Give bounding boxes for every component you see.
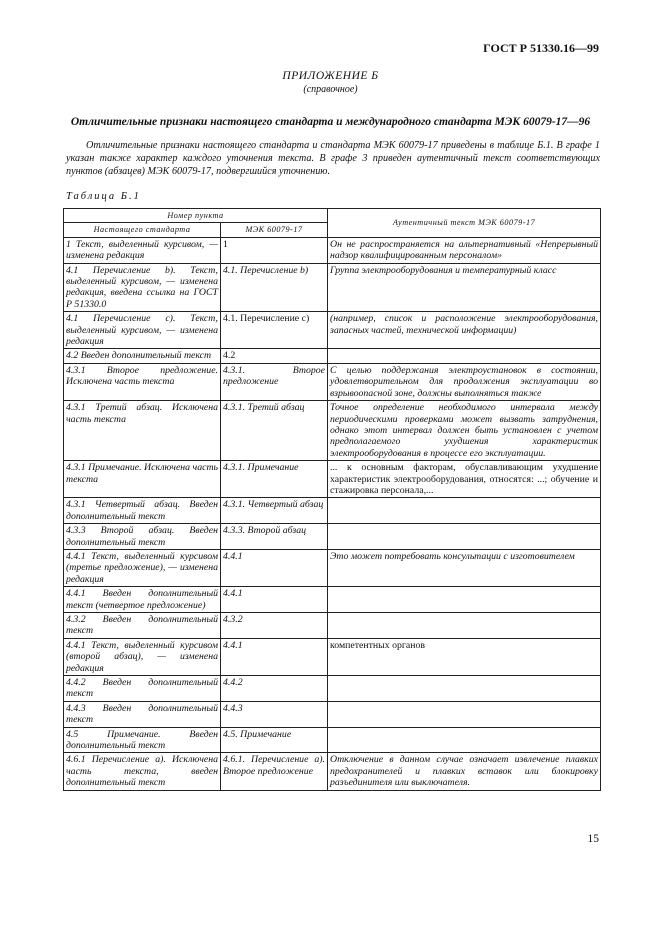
cell-standard-item: 4.3.2 Введен дополнительный текст [64,613,221,639]
table-row [64,312,601,349]
table-row [64,727,601,753]
table-row [64,363,601,400]
cell-iec-item: 4.3.1. Третий абзац [221,401,328,461]
cell-iec-item: 4.6.1. Перечисление а). Второе предложение [221,753,328,790]
table-header-row [64,209,601,223]
cell-authentic-text: ... к основным факторам, обуславливающим ухудшение характеристик электрооборудования, относятся: ...; обучение и стажировка персонала,... [328,461,601,498]
cell-authentic-text: (например, список и расположение электрооборудования, запасных частей, технической информации) [328,312,601,349]
cell-iec-item: 4.3.3. Второй абзац [221,524,328,550]
cell-iec-item: 4.2 [221,349,328,363]
cell-authentic-text [328,613,601,639]
header-iec: МЭК 60079-17 [221,223,328,237]
table-row [64,701,601,727]
intro-paragraph: Отличительные признаки настоящего стандарта и стандарта МЭК 60079-17 приведены в таблице Б.1. В графе 1 указан также характер каждого уточнения текста. В графе 3 приведен аутентичный текст соответствующих пунктов (абзацев) МЭК 60079-17, подвергшийся уточнению. [66,140,600,177]
document-title: Отличительные признаки настоящего стандарта и международного стандарта МЭК 60079-17—96 [70,116,591,128]
cell-standard-item: 4.1 Перечисление с). Текст, выделенный курсивом, — изменена редакция [64,312,221,349]
cell-authentic-text [328,524,601,550]
cell-iec-item: 4.3.1. Примечание [221,461,328,498]
header-authentic-text: Аутентичный текст МЭК 60079-17 [328,209,601,238]
table-row [64,401,601,461]
table-row [64,237,601,263]
cell-standard-item: 1 Текст, выделенный курсивом, — изменена редакция [64,237,221,263]
cell-authentic-text: С целью поддержания электроустановок в состоянии, удовлетворительном для продолжения эксплуатации во взрывоопасной зоне, должны выполняться также [328,363,601,400]
cell-standard-item: 4.3.1 Четвертый абзац. Введен дополнительный текст [64,498,221,524]
table-row [64,498,601,524]
cell-authentic-text: Отключение в данном случае означает извлечение плавких предохранителей и плавких вставок или блокировку разъединителя или выключателя. [328,753,601,790]
table-row [64,349,601,363]
cell-authentic-text: Точное определение необходимого интервала между периодическими проверками может вызвать затруднения, однако этот интервал должен быть установлен с учетом предполагаемого ухудшения характеристик электрооборудования в процессе его эксплуатации. [328,401,601,461]
table-row [64,638,601,675]
cell-authentic-text: Он не распространяется на альтернативный «Непрерывный надзор квалифицированным персоналом» [328,237,601,263]
cell-standard-item: 4.3.3 Второй абзац. Введен дополнительный текст [64,524,221,550]
cell-standard-item: 4.4.2 Введен дополнительный текст [64,676,221,702]
table-row [64,676,601,702]
cell-authentic-text [328,676,601,702]
cell-authentic-text [328,349,601,363]
cell-iec-item: 4.4.1 [221,587,328,613]
cell-authentic-text [328,701,601,727]
cell-iec-item: 4.3.1. Второе предложение [221,363,328,400]
cell-standard-item: 4.3.1 Третий абзац. Исключена часть текста [64,401,221,461]
cell-authentic-text: компетентных органов [328,638,601,675]
table-label: Таблица Б.1 [66,191,141,202]
table-row [64,263,601,312]
header-this-standard: Настоящего стандарта [64,223,221,237]
cell-iec-item: 4.3.1. Четвертый абзац [221,498,328,524]
cell-standard-item: 4.5 Примечание. Введен дополнительный текст [64,727,221,753]
cell-iec-item: 4.4.1 [221,549,328,586]
table-row [64,549,601,586]
cell-authentic-text: Группа электрооборудования и температурный класс [328,263,601,312]
cell-standard-item: 4.4.1 Текст, выделенный курсивом (третье предложение), — изменена редакция [64,549,221,586]
cell-standard-item: 4.6.1 Перечисление а). Исключена часть текста, введен дополнительный текст [64,753,221,790]
cell-standard-item: 4.4.1 Введен дополнительный текст (четвертое предложение) [64,587,221,613]
table-row [64,587,601,613]
cell-authentic-text [328,727,601,753]
cell-iec-item: 4.4.2 [221,676,328,702]
cell-authentic-text [328,587,601,613]
comparison-table [63,208,601,791]
page-number: 15 [587,833,599,845]
table-row [64,524,601,550]
cell-standard-item: 4.4.1 Текст, выделенный курсивом (второй абзац), — изменена редакция [64,638,221,675]
table-row [64,461,601,498]
table-row [64,753,601,790]
cell-standard-item: 4.3.1 Второе предложение. Исключена часть текста [64,363,221,400]
cell-standard-item: 4.3.1 Примечание. Исключена часть текста [64,461,221,498]
cell-iec-item: 1 [221,237,328,263]
cell-authentic-text [328,498,601,524]
cell-iec-item: 4.4.3 [221,701,328,727]
cell-iec-item: 4.1. Перечисление с) [221,312,328,349]
table-row [64,613,601,639]
cell-iec-item: 4.3.2 [221,613,328,639]
cell-standard-item: 4.1 Перечисление b). Текст, выделенный курсивом, — изменена редакция, введена ссылка на ГОСТ Р 51330.0 [64,263,221,312]
appendix-title: ПРИЛОЖЕНИЕ Б [282,70,379,82]
cell-authentic-text: Это может потребовать консультации с изготовителем [328,549,601,586]
cell-iec-item: 4.4.1 [221,638,328,675]
appendix-subtitle: (справочное) [303,84,358,95]
cell-iec-item: 4.1. Перечисление b) [221,263,328,312]
cell-iec-item: 4.5. Примечание [221,727,328,753]
cell-standard-item: 4.4.3 Введен дополнительный текст [64,701,221,727]
cell-standard-item: 4.2 Введен дополнительный текст [64,349,221,363]
header-item-number: Номер пункта [64,209,328,223]
standard-code: ГОСТ Р 51330.16—99 [483,41,599,55]
